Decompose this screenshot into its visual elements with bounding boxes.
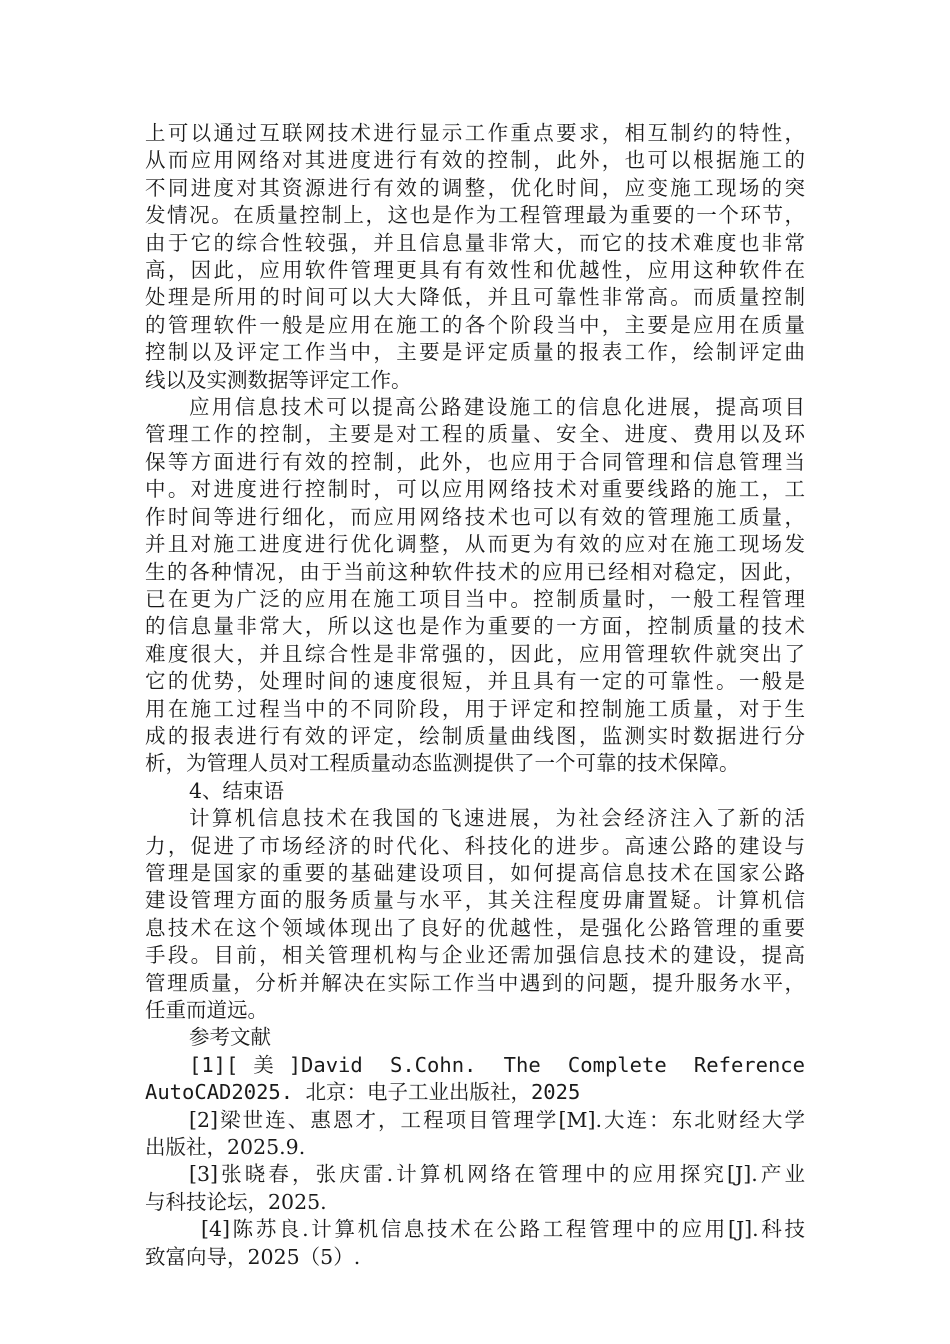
section-heading-references: 参考文献: [189, 1025, 271, 1050]
reference-item: [145, 1216, 805, 1271]
text-line: 高，因此，应用软件管理更具有有效性和优越性，应用这种软件在: [145, 258, 805, 283]
text-line: 难度很大，并且综合性是非常强的，因此，应用管理软件就突出了: [145, 641, 805, 666]
text-line: 的信息量非常大，所以这也是作为重要的一方面，控制质量的技术: [145, 614, 805, 639]
reference-item: [145, 1107, 805, 1162]
text-line: 发情况。在质量控制上，这也是作为工程管理最为重要的一个环节，: [145, 203, 805, 228]
reference-item: [145, 1052, 805, 1107]
text-line: 从而应用网络对其进度进行有效的控制，此外，也可以根据施工的: [145, 148, 805, 173]
reference-line: [1][美]David S.Cohn. The Complete Reference: [189, 1052, 805, 1077]
text-line: 析，为管理人员对工程质量动态监测提供了一个可靠的技术保障。: [145, 751, 740, 776]
text-line: 管理质量，分析并解决在实际工作当中遇到的问题，提升服务水平，: [145, 970, 805, 995]
text-line: 的管理软件一般是应用在施工的各个阶段当中，主要是应用在质量: [145, 312, 805, 337]
text-line: 管理工作的控制，主要是对工程的质量、安全、进度、费用以及环: [145, 422, 805, 447]
text-line: 应用信息技术可以提高公路建设施工的信息化进展，提高项目: [189, 395, 805, 420]
text-line: 并且对施工进度进行优化调整，从而更为有效的应对在施工现场发: [145, 532, 805, 557]
reference-line: 致富向导，2025（5）.: [145, 1244, 361, 1269]
text-line: 建设管理方面的服务质量与水平，其关注程度毋庸置疑。计算机信: [145, 888, 805, 913]
reference-line: [2]梁世连、惠恩才，工程项目管理学[M].大连：东北财经大学: [189, 1107, 805, 1132]
text-line: 作时间等进行细化，而应用网络技术也可以有效的管理施工质量，: [145, 504, 805, 529]
reference-line: [4]陈苏良.计算机信息技术在公路工程管理中的应用[J].科技: [201, 1217, 805, 1242]
text-line: 中。对进度进行控制时，可以应用网络技术对重要线路的施工，工: [145, 477, 805, 502]
reference-line: AutoCAD2025. 北京：电子工业出版社，2025: [145, 1080, 581, 1105]
text-line: 计算机信息技术在我国的飞速进展，为社会经济注入了新的活: [189, 806, 805, 831]
reference-item: [145, 1161, 805, 1216]
reference-list: [145, 1052, 805, 1271]
text-line: 保等方面进行有效的控制，此外，也应用于合同管理和信息管理当: [145, 449, 805, 474]
text-line: 任重而道远。: [145, 998, 268, 1022]
text-line: 力，促进了市场经济的时代化、科技化的进步。高速公路的建设与: [145, 833, 805, 858]
text-line: 上可以通过互联网技术进行显示工作重点要求，相互制约的特性，: [145, 121, 805, 145]
text-line: 由于它的综合性较强，并且信息量非常大，而它的技术难度也非常: [145, 230, 805, 255]
paragraph-conclusion: [145, 805, 805, 1024]
text-line: 它的优势，处理时间的速度很短，并且具有一定的可靠性。一般是: [145, 669, 805, 694]
text-line: 用在施工过程当中的不同阶段，用于评定和控制施工质量，对于生: [145, 696, 805, 721]
text-line: 成的报表进行有效的评定，绘制质量曲线图，监测实时数据进行分: [145, 723, 805, 748]
document-body: [145, 120, 805, 1271]
text-line: 手段。目前，相关管理机构与企业还需加强信息技术的建设，提高: [145, 943, 805, 968]
section-heading-conclusion: 4、结束语: [189, 778, 285, 803]
reference-line: 与科技论坛，2025.: [145, 1189, 327, 1214]
paragraph-info-tech-application: [145, 394, 805, 778]
text-line: 处理是所用的时间可以大大降低，并且可靠性非常高。而质量控制: [145, 285, 805, 310]
text-line: 已在更为广泛的应用在施工项目当中。控制质量时，一般工程管理: [145, 586, 805, 611]
reference-line: [3]张晓春，张庆雷.计算机网络在管理中的应用探究[J].产业: [189, 1162, 805, 1187]
text-line: 控制以及评定工作当中，主要是评定质量的报表工作，绘制评定曲: [145, 340, 805, 365]
paragraph-quality-control: [145, 120, 805, 394]
reference-line: 出版社，2025.9.: [145, 1135, 306, 1160]
text-line: 管理是国家的重要的基础建设项目，如何提高信息技术在国家公路: [145, 860, 805, 885]
text-line: 生的各种情况，由于当前这种软件技术的应用已经相对稳定，因此，: [145, 559, 805, 584]
text-line: 息技术在这个领域体现出了良好的优越性，是强化公路管理的重要: [145, 915, 805, 940]
text-line: 不同进度对其资源进行有效的调整，优化时间，应变施工现场的突: [145, 175, 805, 200]
text-line: 线以及实测数据等评定工作。: [145, 367, 412, 392]
